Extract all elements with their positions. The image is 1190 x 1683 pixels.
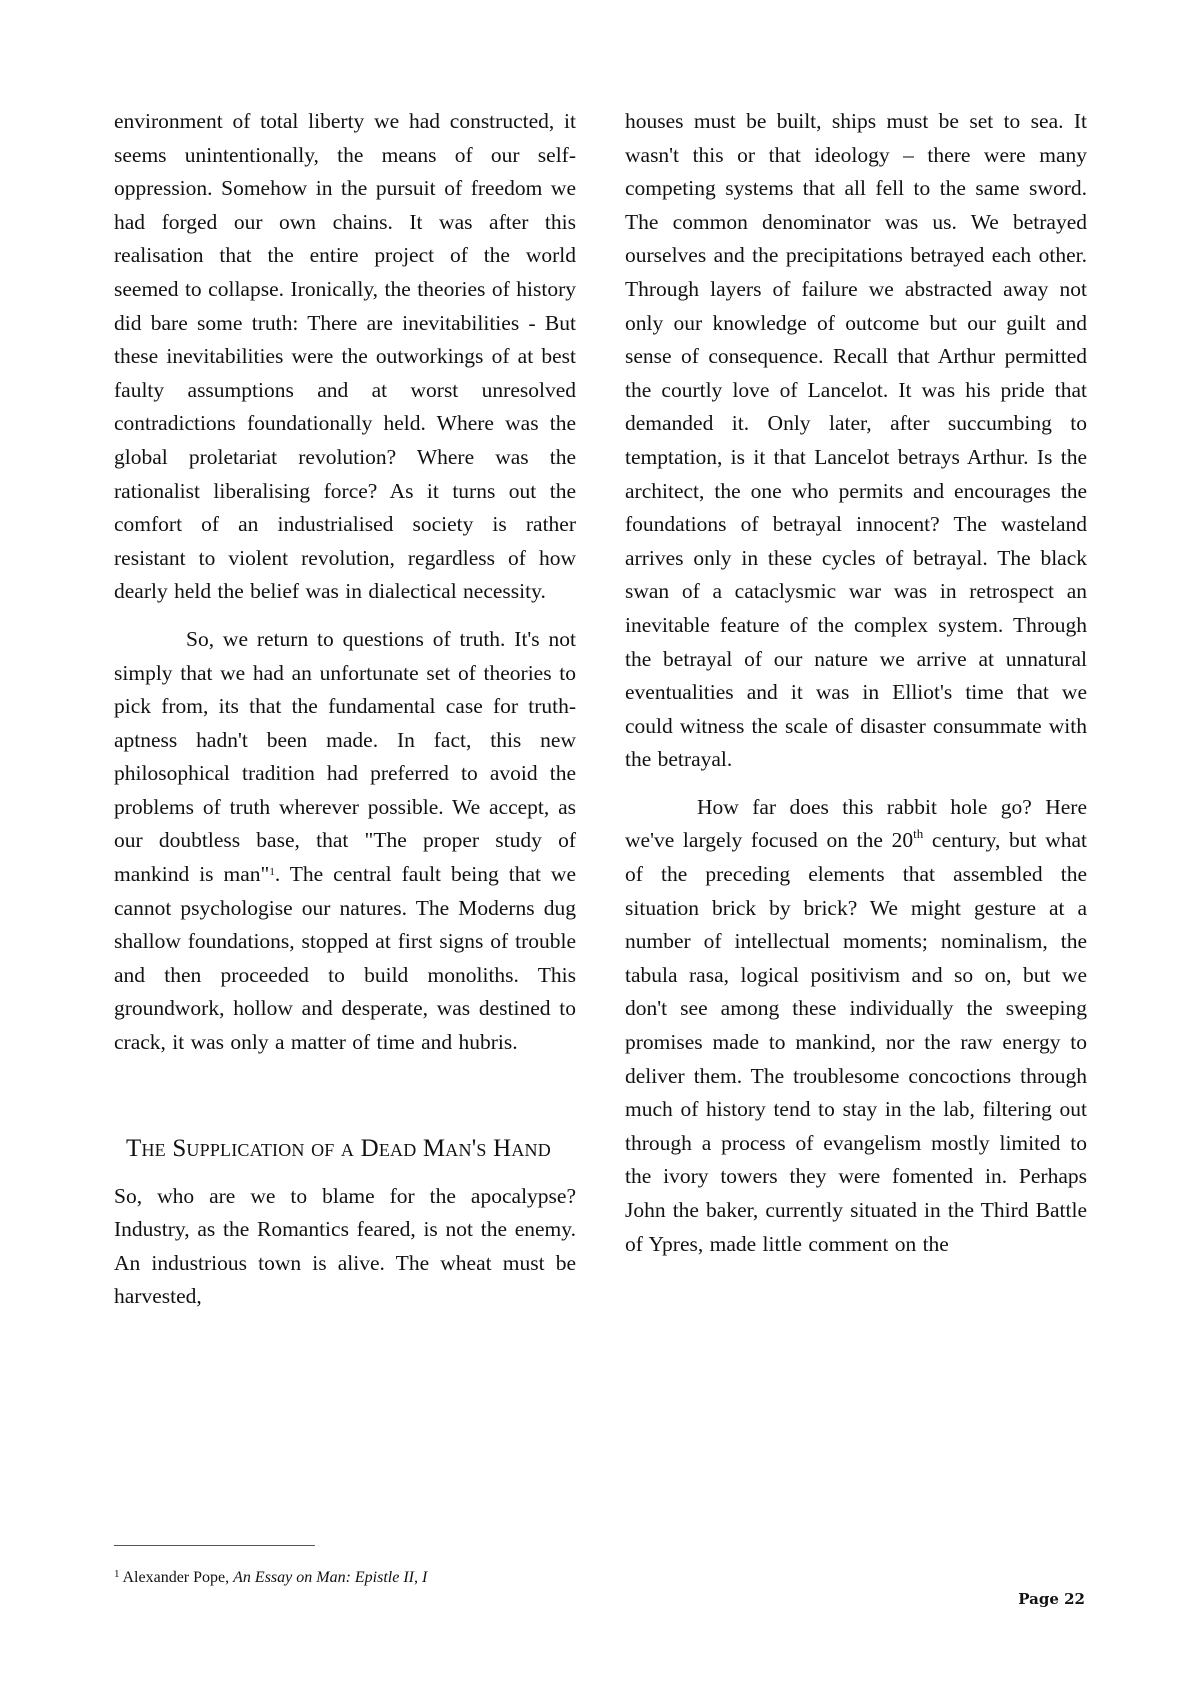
- footnote-author: Alexander Pope,: [122, 1569, 234, 1586]
- footnote-number: 1: [114, 1568, 120, 1580]
- footnote-separator: [114, 1545, 315, 1546]
- ordinal-superscript: th: [913, 826, 924, 842]
- paragraph-text: How far does this rabbit hole go? Here we've largely focused on the 20: [625, 794, 1087, 853]
- body-paragraph: So, who are we to blame for the apocalypse? Industry, as the Romantics feared, is not the enemy. An industrious town is alive. The wheat must be harvested,: [114, 1183, 576, 1309]
- page-number: Page 22: [1018, 1590, 1085, 1608]
- paragraph-text: So, we return to questions of truth. It's not simply that we had an unfortunate set of theories to pick from, its that the fundamental case for truth-aptness hadn't been made. In fact, this new philosophical tradition had preferred to avoid the problems of truth wherever possible. We accept, as our doubtless base, that "The proper study of mankind is man": [114, 626, 576, 887]
- body-paragraph: houses must be built, ships must be set to sea. It wasn't this or that ideology – there were many competing systems that all fell to the same sword. The common denominator was us. We betrayed ourselves and the precipitations betrayed each other. Through layers of failure we abstracted away not only our knowledge of outcome but our guilt and sense of consequence. Recall that Arthur permitted the courtly love of Lancelot. It was his pride that demanded it. Only later, after succumbing to temptation, is it that Lancelot betrays Arthur. Is the architect, the one who permits and encourages the foundations of betrayal innocent? The wasteland arrives only in these cycles of betrayal. The black swan of a cataclysmic war was in retrospect an inevitable feature of the complex system. Through the betrayal of our nature we arrive at unnatural eventualities and it was in Elliot's time that we could witness the scale of disaster consummate with the betrayal.: [625, 109, 1087, 772]
- body-paragraph: [114, 623, 576, 1060]
- right-column: [625, 105, 1087, 1275]
- footnote-title: An Essay on Man: Epistle II, I: [233, 1569, 428, 1586]
- footnote-reference[interactable]: 1: [269, 866, 275, 879]
- paragraph-text: . The central fault being that we cannot psychologise our natures. The Moderns dug shallow foundations, stopped at first signs of trouble and then proceeded to build monoliths. This groundwork, hollow and desperate, was destined to crack, it was only a matter of time and hubris.: [114, 862, 576, 1055]
- left-column: [114, 105, 576, 1328]
- body-paragraph: [625, 791, 1087, 1261]
- body-paragraph: environment of total liberty we had constructed, it seems unintentionally, the means of our self-oppression. Somehow in the pursuit of freedom we had forged our own chains. It was after this realisation that the entire project of the world seemed to collapse. Ironically, the theories of history did bare some truth: There are inevitabilities - But these inevitabilities were the outworkings of at best faulty assumptions and at worst unresolved contradictions foundationally held. Where was the global proletariat revolution? Where was the rationalist liberalising force? As it turns out the comfort of an industrialised society is rather resistant to violent revolution, regardless of how dearly held the belief was in dialectical necessity.: [114, 109, 576, 604]
- footnote: [114, 1564, 427, 1588]
- paragraph-text: century, but what of the preceding elements that assembled the situation brick by brick? We might gesture at a number of intellectual moments; nominalism, the tabula rasa, logical positivism and so on, but we don't see among these individually the sweeping promises made to mankind, nor the raw energy to deliver them. The troublesome concoctions through much of history tend to stay in the lab, filtering out through a process of evangelism mostly limited to the ivory towers they were fomented in. Perhaps John the baker, currently situated in the Third Battle of Ypres, made little comment on the: [625, 828, 1088, 1256]
- section-heading: The Supplication of a Dead Man's Hand: [126, 1134, 551, 1162]
